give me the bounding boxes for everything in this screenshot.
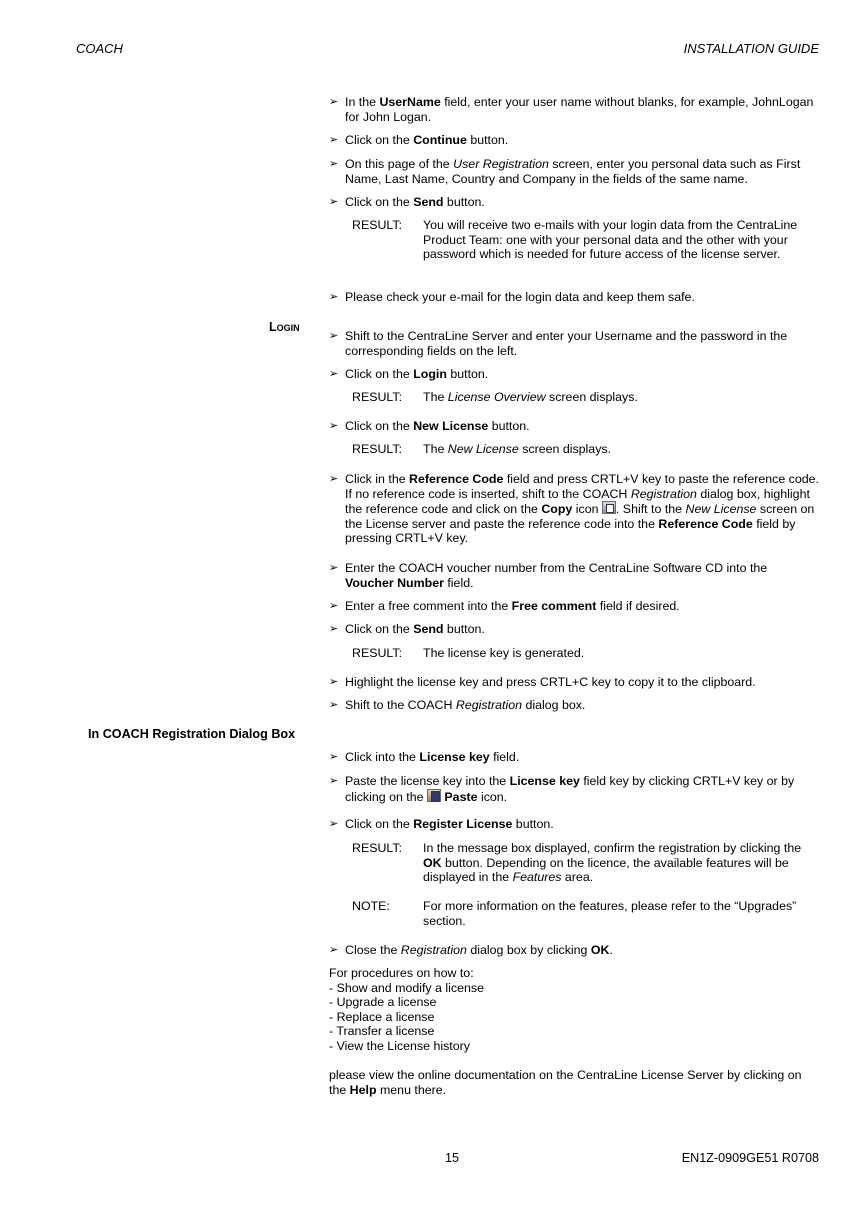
list-item: ➢ Click on the Send button. [329,622,485,636]
procedures-closing: please view the online documentation on the CentraLine License Server by clicking on the Help menu there. [329,1068,802,1097]
bullet-arrow-icon: ➢ [329,699,339,711]
header-product-name: COACH [76,41,123,56]
list-item: ➢ Enter a free comment into the Free comment field if desired. [329,599,680,613]
procedure-item: - Replace a license [329,1009,435,1024]
result-note: RESULT: The License Overview screen displays. [352,390,638,404]
paste-icon [427,789,441,802]
bullet-arrow-icon: ➢ [329,368,339,380]
list-item: ➢ Shift to the CentraLine Server and enter your Username and the password in the corresponding fields on the left. [329,329,788,358]
bullet-arrow-icon: ➢ [329,158,339,170]
page-number: 15 [445,1151,460,1165]
bullet-arrow-icon: ➢ [329,775,339,787]
list-item: ➢ Paste the license key into the License key field key by clicking CRTL+V key or by clicking on the Paste icon. [329,774,795,804]
header-doc-type: INSTALLATION GUIDE [683,41,819,56]
bullet-arrow-icon: ➢ [329,96,339,108]
procedure-item: - Transfer a license [329,1024,435,1039]
list-item: ➢ Click on the Register License button. [329,817,554,831]
result-note: RESULT: The license key is generated. [352,646,585,660]
bullet-arrow-icon: ➢ [329,330,339,342]
list-item: ➢ In the UserName field, enter your user name without blanks, for example, JohnLogan for John Logan. [329,95,814,124]
section-label-coach-dialog: In COACH Registration Dialog Box [88,727,296,741]
list-item: ➢ Enter the COACH voucher number from the CentraLine Software CD into the Voucher Number field. [329,561,768,590]
result-note: RESULT: In the message box displayed, confirm the registration by clicking the OK button. Depending on the licence, the available features will be displayed in the Features area. [352,841,802,885]
result-note: RESULT: You will receive two e-mails with your login data from the CentraLine Product Team: one with your personal data and the other with your password which is needed for future access of the license server. [352,218,798,262]
note: NOTE: For more information on the features, please refer to the “Upgrades” section. [352,899,797,928]
list-item: ➢ Click into the License key field. [329,750,520,764]
list-item: ➢ Click on the Send button. [329,195,485,209]
procedure-item: - Upgrade a license [329,995,437,1010]
procedures-intro: For procedures on how to: [329,966,474,980]
bullet-arrow-icon: ➢ [329,818,339,830]
list-item: ➢ Click on the New License button. [329,419,530,433]
list-item: ➢ Shift to the COACH Registration dialog box. [329,698,586,712]
bullet-arrow-icon: ➢ [329,134,339,146]
bullet-arrow-icon: ➢ [329,291,339,303]
section-label-login: Login [269,320,300,334]
list-item: ➢ Close the Registration dialog box by clicking OK. [329,943,613,957]
list-item: ➢ Please check your e-mail for the login data and keep them safe. [329,290,695,304]
list-item: ➢ Highlight the license key and press CRTL+C key to copy it to the clipboard. [329,675,756,689]
list-item: ➢ Click on the Login button. [329,367,489,381]
list-item: ➢ Click in the Reference Code field and press CRTL+V key to paste the reference code. If no reference code is inserted, shift to the COACH Registration dialog box, highlight the reference code and click on the Copy icon . Shift to the New License screen on the License server and paste the reference code into the Reference Code field by pressing CRTL+V key. [329,472,819,546]
copy-icon [602,501,616,514]
bullet-arrow-icon: ➢ [329,420,339,432]
result-note: RESULT: The New License screen displays. [352,442,612,456]
document-id: EN1Z-0909GE51 R0708 [681,1151,819,1165]
bullet-arrow-icon: ➢ [329,473,339,485]
bullet-arrow-icon: ➢ [329,944,339,956]
list-item: ➢ Click on the Continue button. [329,133,509,147]
bullet-arrow-icon: ➢ [329,751,339,763]
bullet-arrow-icon: ➢ [329,600,339,612]
list-item: ➢ On this page of the User Registration screen, enter you personal data such as First Name, Last Name, Country and Company in the fields of the same name. [329,157,801,186]
bullet-arrow-icon: ➢ [329,196,339,208]
bullet-arrow-icon: ➢ [329,623,339,635]
procedure-item: - Show and modify a license [329,980,484,995]
bullet-arrow-icon: ➢ [329,562,339,574]
procedure-item: - View the License history [329,1038,470,1053]
procedures-list [329,966,819,1054]
bullet-arrow-icon: ➢ [329,676,339,688]
